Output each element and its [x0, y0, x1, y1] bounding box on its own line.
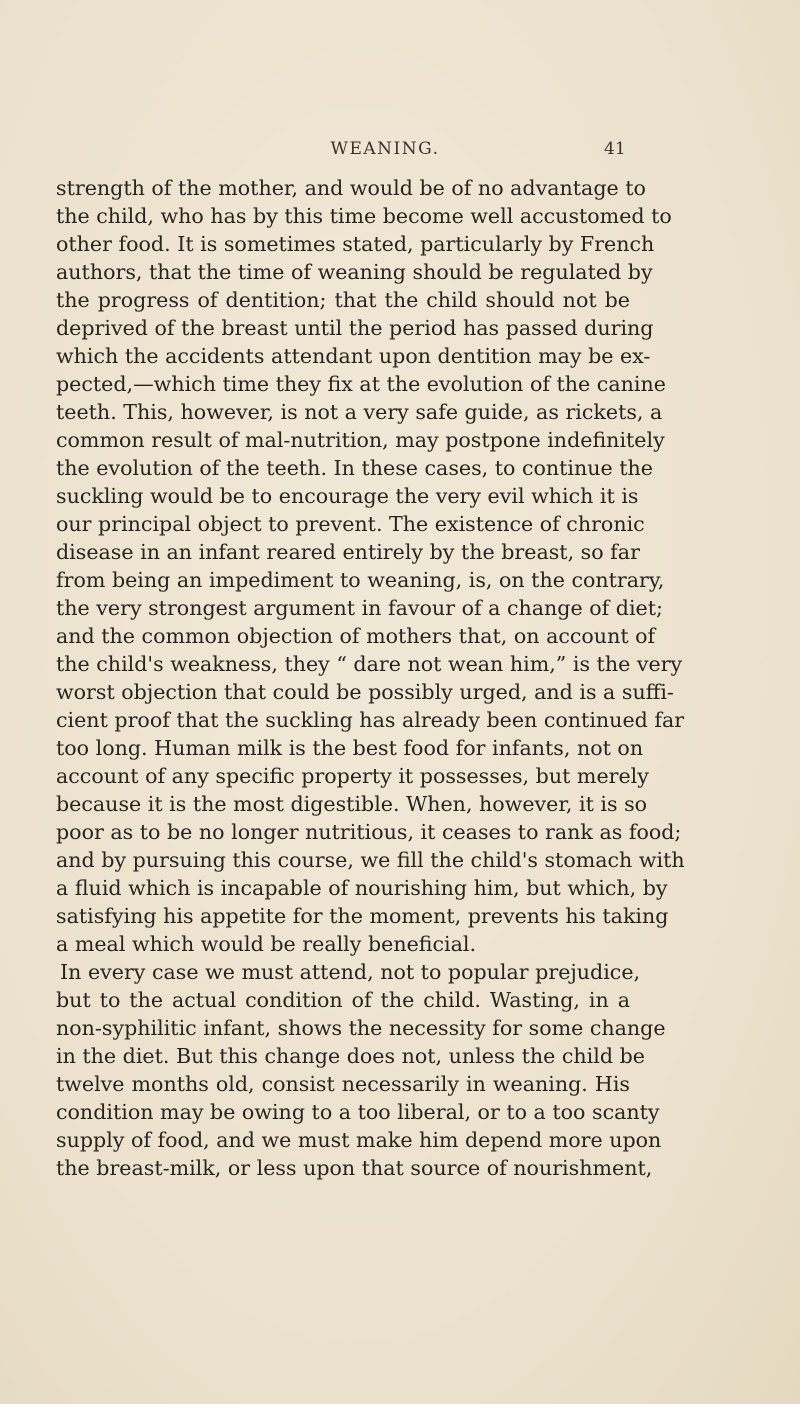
text-line: worst objection that could be possibly urged, and is a suffi-: [56, 680, 674, 704]
running-head: [0, 139, 800, 163]
text-line: poor as to be no longer nutritious, it ceases to rank as food;: [56, 820, 682, 844]
text-line: the very strongest argument in favour of a change of diet;: [56, 596, 663, 620]
text-line: the breast-milk, or less upon that source of nourishment,: [56, 1156, 653, 1180]
text-line: authors, that the time of weaning should be regulated by: [56, 260, 653, 284]
text-line: disease in an infant reared entirely by the breast, so far: [56, 540, 640, 564]
text-line: which the accidents attendant upon dentition may be ex-: [56, 344, 651, 368]
text-line: but to the actual condition of the child. Wasting, in a: [56, 988, 630, 1012]
text-line: and by pursuing this course, we fill the child's stomach with: [56, 848, 685, 872]
text-line: suckling would be to encourage the very evil which it is: [56, 484, 639, 508]
paragraph-start-line: In every case we must attend, not to popular prejudice,: [60, 960, 641, 984]
text-line: from being an impediment to weaning, is, on the contrary,: [56, 568, 665, 592]
text-line: the child, who has by this time become well accustomed to: [56, 204, 672, 228]
text-line: strength of the mother, and would be of no advantage to: [56, 176, 646, 200]
running-title: WEANING.: [330, 139, 440, 159]
text-line: too long. Human milk is the best food for infants, not on: [56, 736, 644, 760]
text-line: account of any specific property it possesses, but merely: [56, 764, 649, 788]
body-text: [56, 174, 685, 1182]
text-line: supply of food, and we must make him depend more upon: [56, 1128, 662, 1152]
text-line: satisfying his appetite for the moment, prevents his taking: [56, 904, 669, 928]
text-line: the child's weakness, they “ dare not wean him,” is the very: [56, 652, 683, 676]
text-line: twelve months old, consist necessarily in weaning. His: [56, 1072, 630, 1096]
text-line: other food. It is sometimes stated, particularly by French: [56, 232, 655, 256]
text-line: because it is the most digestible. When, however, it is so: [56, 792, 648, 816]
text-line: common result of mal-nutrition, may postpone indefinitely: [56, 428, 665, 452]
text-line: the evolution of the teeth. In these cases, to continue the: [56, 456, 653, 480]
text-line: and the common objection of mothers that, on account of: [56, 624, 656, 648]
text-line: deprived of the breast until the period has passed during: [56, 316, 654, 340]
text-line: non-syphilitic infant, shows the necessity for some change: [56, 1016, 666, 1040]
text-line: the progress of dentition; that the child should not be: [56, 288, 630, 312]
text-line: teeth. This, however, is not a very safe guide, as rickets, a: [56, 400, 663, 424]
text-line: our principal object to prevent. The existence of chronic: [56, 512, 645, 536]
text-line: in the diet. But this change does not, unless the child be: [56, 1044, 645, 1068]
text-line: pected,—which time they fix at the evolution of the canine: [56, 372, 666, 396]
paragraph-end-line: a meal which would be really beneficial.: [56, 932, 477, 956]
text-line: a fluid which is incapable of nourishing him, but which, by: [56, 876, 668, 900]
text-line: condition may be owing to a too liberal, or to a too scanty: [56, 1100, 660, 1124]
text-line: cient proof that the suckling has already been continued far: [56, 708, 685, 732]
page-number: 41: [604, 139, 626, 159]
